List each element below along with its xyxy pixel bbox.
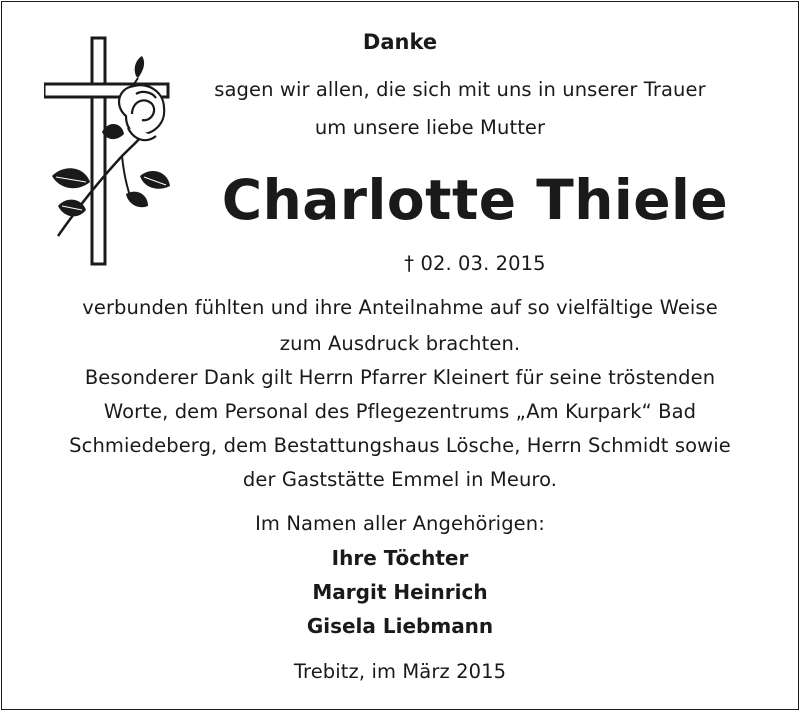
text-line: der Gaststätte Emmel in Meuro.: [242, 468, 558, 491]
text-line: zum Ausdruck brachten.: [279, 332, 521, 355]
text-line: Schmiedeberg, dem Bestattungshaus Lösche, Herrn Schmidt sowie: [69, 434, 731, 457]
heading: Danke: [362, 30, 438, 54]
signatory: Margit Heinrich: [312, 580, 488, 604]
intro-line-1: sagen wir allen, die sich mit uns in unserer Trauer: [214, 78, 706, 101]
signatory: Ihre Töchter: [331, 546, 469, 570]
text-line: verbunden fühlten und ihre Anteilnahme auf so vielfältige Weise: [82, 296, 718, 319]
text-line: Besonderer Dank gilt Herrn Pfarrer Kleinert für seine tröstenden: [84, 366, 716, 389]
deceased-name: Charlotte Thiele: [221, 168, 729, 232]
signatory: Gisela Liebmann: [306, 614, 494, 638]
signoff-intro: Im Namen aller Angehörigen:: [255, 512, 545, 535]
text-line: Worte, dem Personal des Pflegezentrums „Am Kurpark“ Bad: [103, 400, 697, 423]
death-date: † 02. 03. 2015: [404, 252, 546, 275]
place-date: Trebitz, im März 2015: [293, 660, 507, 683]
intro-line-2: um unsere liebe Mutter: [314, 116, 546, 139]
cross-with-rose-icon: [44, 36, 174, 268]
